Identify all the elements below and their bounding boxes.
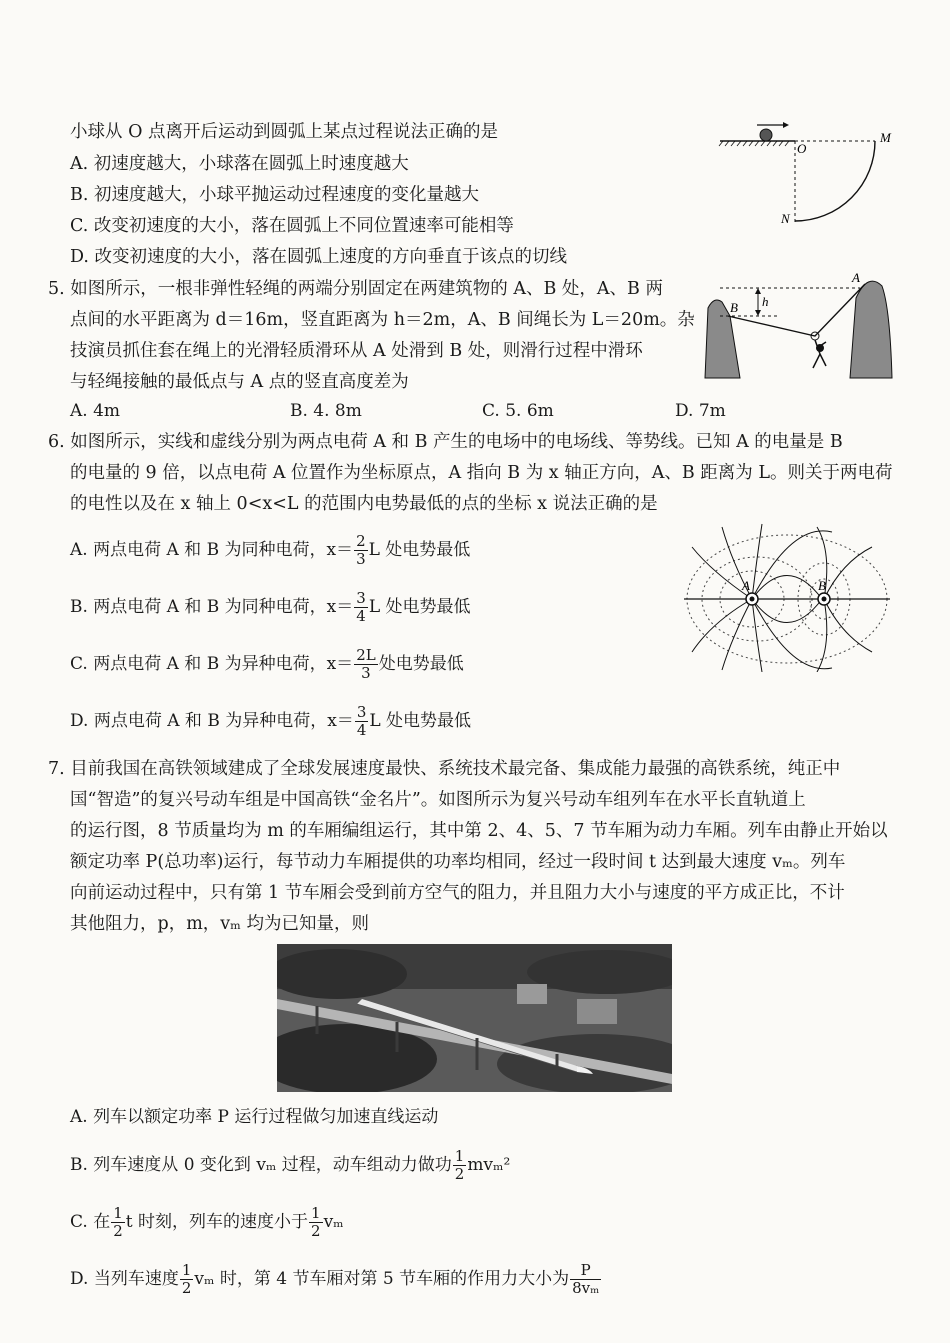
q6-label-b: B (818, 578, 826, 593)
q5-stem-line2: 点间的水平距离为 d＝16m，竖直距离为 h＝2m，A、B 间绳长为 L＝20m。杂 (70, 310, 695, 330)
q6-stem-line1: 6. 如图所示，实线和虚线分别为两点电荷 A 和 B 产生的电场中的电场线、等势线。已知 A 的电量是 B (48, 432, 843, 452)
q4-label-o: O (797, 141, 807, 156)
q6-option-a[interactable]: A. 两点电荷 A 和 B 为同种电荷，x＝ $\frac{2}{3}$ L 处电势最低 (70, 532, 471, 568)
q5-label-b: B (730, 300, 738, 315)
q7-option-b[interactable]: B. 列车速度从 0 变化到 vₘ 过程，动车组动力做功 $\frac{1}{2}$ mvₘ² (70, 1147, 511, 1183)
q7-stem-line6: 其他阻力，p，m，vₘ 均为已知量，则 (70, 914, 369, 934)
q4-option-d[interactable]: D. 改变初速度的大小，落在圆弧上速度的方向垂直于该点的切线 (70, 247, 568, 267)
q5-label-h: h (762, 294, 769, 309)
q5-figure (700, 268, 900, 383)
q7-stem-line4: 额定功率 P(总功率)运行，每节动力车厢提供的功率均相同，经过一段时间 t 达到最大速度 vₘ。列车 (70, 852, 846, 872)
q7-option-c[interactable]: C. 在 $\frac{1}{2}$ t 时刻，列车的速度小于 $\frac{1}{2}$ vₘ (70, 1204, 344, 1240)
q5-option-d[interactable]: D. 7m (675, 401, 726, 421)
q6-option-b[interactable]: B. 两点电荷 A 和 B 为同种电荷，x＝ $\frac{3}{4}$ L 处电势最低 (70, 589, 471, 625)
q6-stem-line2: 的电量的 9 倍，以点电荷 A 位置作为坐标原点，A 指向 B 为 x 轴正方向，A、B 距离为 L。则关于两电荷 (70, 463, 893, 483)
q4-option-a[interactable]: A. 初速度越大，小球落在圆弧上时速度越大 (70, 154, 409, 174)
q7-stem-line3: 的运行图，8 节质量均为 m 的车厢编组运行，其中第 2、4、5、7 节车厢为动力车厢。列车由静止开始以 (70, 821, 888, 841)
q5-option-a[interactable]: A. 4m (70, 401, 121, 421)
q5-label-a: A (852, 270, 860, 285)
q5-stem-line4: 与轻绳接触的最低点与 A 点的竖直高度差为 (70, 372, 409, 392)
q5-stem-line3: 技演员抓住套在绳上的光滑轻质滑环从 A 处滑到 B 处，则滑行过程中滑环 (70, 341, 643, 361)
q7-option-d[interactable]: D. 当列车速度 $\frac{1}{2}$ vₘ 时，第 4 节车厢对第 5 节车厢的作用力大小为 $\frac{P}{\text{8vₘ}}$ (70, 1261, 600, 1297)
q4-option-b[interactable]: B. 初速度越大，小球平抛运动过程速度的变化量越大 (70, 185, 479, 205)
q6-label-a: A (742, 578, 750, 593)
q7-stem-line2: 国“智造”的复兴号动车组是中国高铁“金名片”。如图所示为复兴号动车组列车在水平长直轨道上 (70, 790, 806, 810)
q7-option-a[interactable]: A. 列车以额定功率 P 运行过程做匀加速直线运动 (70, 1107, 439, 1127)
q5-option-c[interactable]: C. 5. 6m (482, 401, 554, 421)
q4-option-c[interactable]: C. 改变初速度的大小，落在圆弧上不同位置速率可能相等 (70, 216, 514, 236)
q6-option-d[interactable]: D. 两点电荷 A 和 B 为异种电荷，x＝ $\frac{3}{4}$ L 处电势最低 (70, 703, 472, 739)
q6-option-c[interactable]: C. 两点电荷 A 和 B 为异种电荷，x＝ $\frac{2L}{3}$ 处电势最低 (70, 646, 464, 682)
train-photo (277, 944, 672, 1092)
q4-label-m: M (880, 130, 891, 145)
q4-label-n: N (781, 211, 790, 226)
q7-stem-line1: 7. 目前我国在高铁领域建成了全球发展速度最快、系统技术最完备、集成能力最强的高铁系统，纯正中 (48, 759, 841, 779)
q4-stem: 小球从 O 点离开后运动到圆弧上某点过程说法正确的是 (70, 122, 498, 142)
q4-figure (715, 115, 905, 230)
q5-option-b[interactable]: B. 4. 8m (290, 401, 362, 421)
q7-stem-line5: 向前运动过程中，只有第 1 节车厢会受到前方空气的阻力，并且阻力大小与速度的平方成正比，不计 (70, 883, 845, 903)
q6-figure (682, 522, 892, 672)
q6-stem-line3: 的电性以及在 x 轴上 0<x<L 的范围内电势最低的点的坐标 x 说法正确的是 (70, 494, 658, 514)
q5-stem-line1: 5. 如图所示，一根非弹性轻绳的两端分别固定在两建筑物的 A、B 处，A、B 两 (48, 279, 663, 299)
